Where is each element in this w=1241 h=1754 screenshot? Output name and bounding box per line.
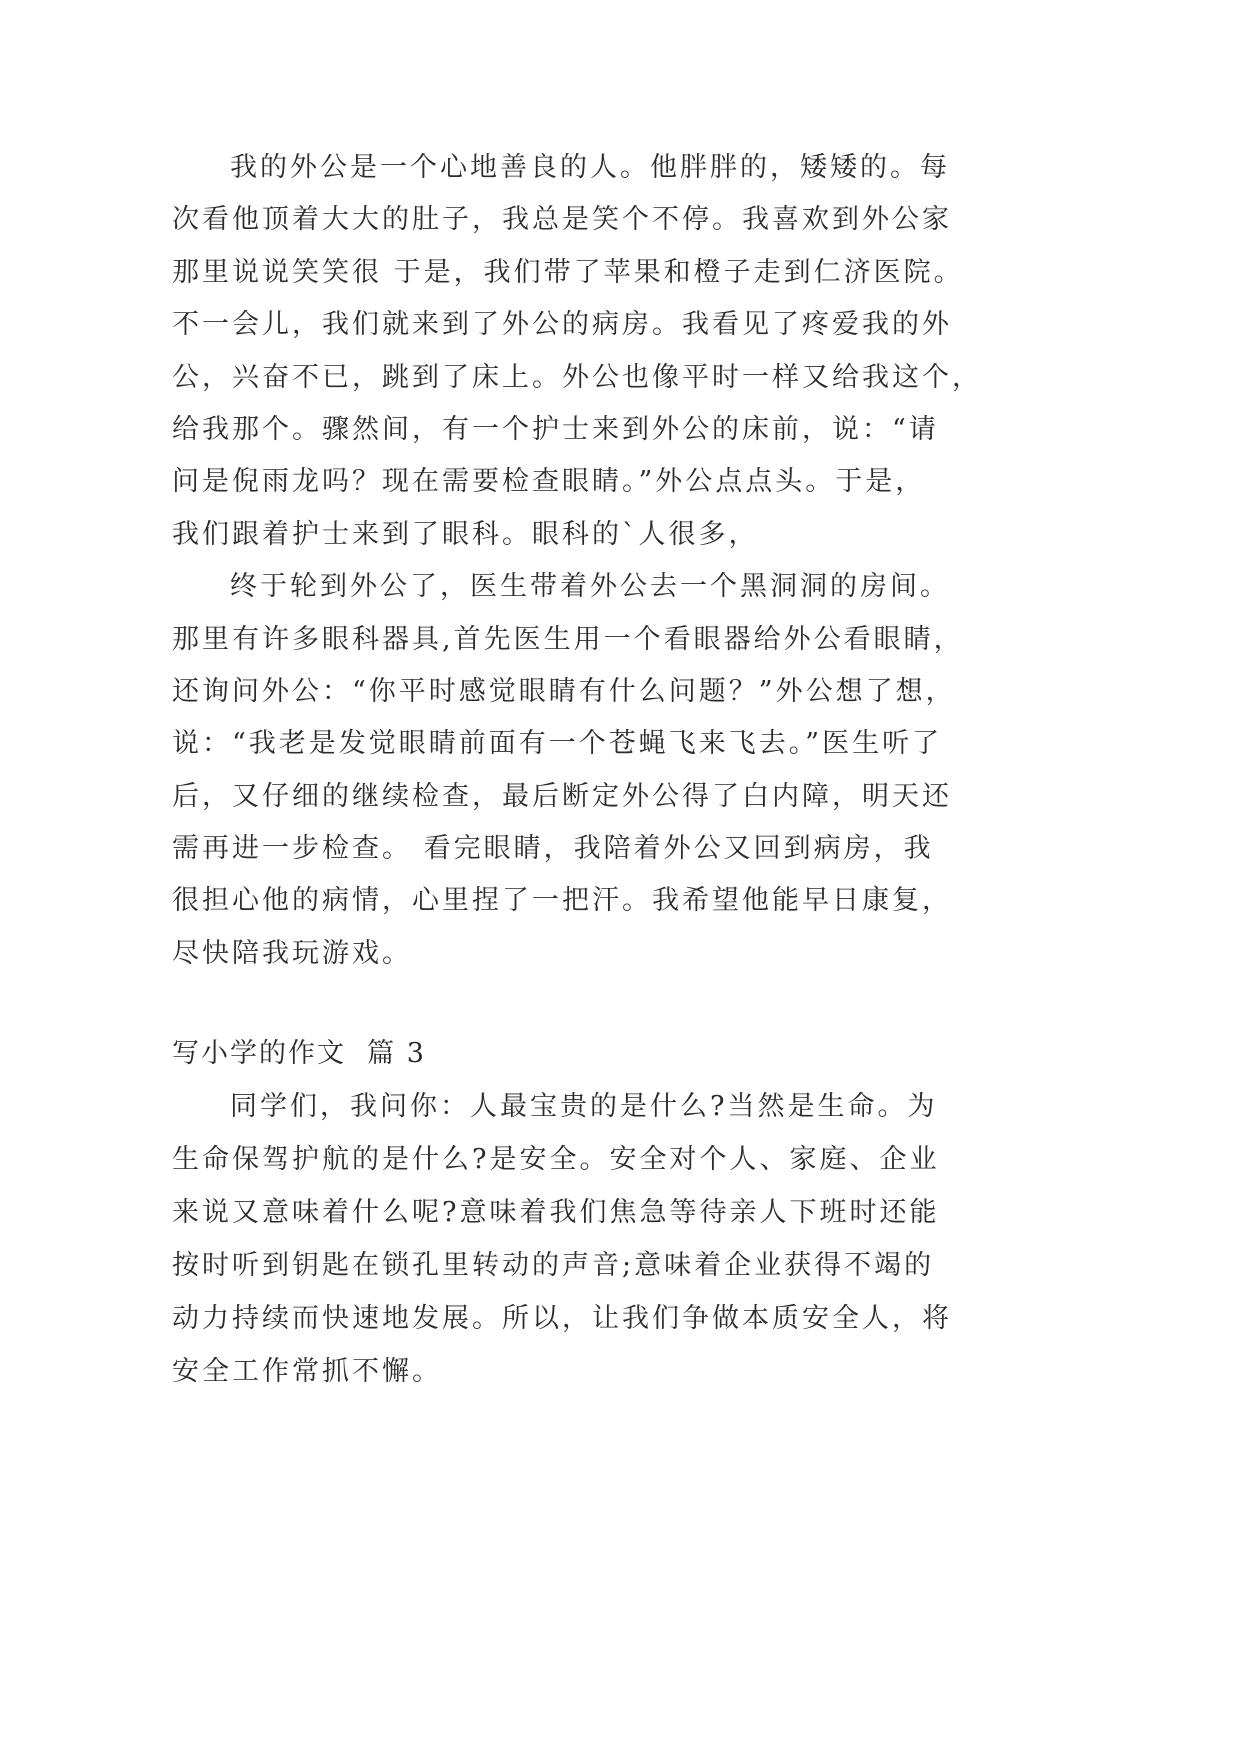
text-line: 同学们，我问你：人最宝贵的是什么?当然是生命。为 bbox=[230, 1091, 938, 1122]
paragraph-3 bbox=[172, 1080, 1012, 1398]
text-line: 我的外公是一个心地善良的人。他胖胖的，矮矮的。每 bbox=[230, 152, 950, 183]
text-line: 终于轮到外公了，医生带着外公去一个黑洞洞的房间。 bbox=[230, 571, 950, 603]
text-line: 我们跟着护士来到了眼科。眼科的`人很多， bbox=[172, 518, 759, 550]
text-line: 那里有许多眼科器具,首先医生用一个看眼器给外公看眼睛， bbox=[172, 623, 964, 655]
story-section bbox=[172, 142, 1012, 980]
text-line: 给我那个。骤然间，有一个护士来到外公的床前，说：“请 bbox=[172, 413, 939, 445]
text-line: 很担心他的病情，心里捏了一把汗。我希望他能早日康复， bbox=[172, 885, 952, 917]
text-line: 尽快陪我玩游戏。 bbox=[172, 937, 412, 969]
text-line: 说：“我老是发觉眼睛前面有一个苍蝇飞来飞去。”医生听了 bbox=[172, 728, 943, 760]
text-line: 那里说说笑笑很 于是，我们带了苹果和橙子走到仁济医院。 bbox=[172, 256, 964, 288]
text-line: 按时听到钥匙在锁孔里转动的声音;意味着企业获得不竭的 bbox=[172, 1250, 935, 1281]
text-line: 次看他顶着大大的肚子，我总是笑个不停。我喜欢到外公家 bbox=[172, 204, 952, 236]
text-line: 需再进一步检查。 看完眼睛，我陪着外公又回到病房，我 bbox=[172, 833, 934, 865]
text-line: 不一会儿，我们就来到了外公的病房。我看见了疼爱我的外 bbox=[172, 309, 952, 341]
essay-3-section bbox=[172, 1027, 1012, 1398]
text-line: 生命保驾护航的是什么?是安全。安全对个人、家庭、企业 bbox=[172, 1144, 940, 1175]
paragraph-2 bbox=[172, 561, 1012, 980]
text-line: 动力持续而快速地发展。所以，让我们争做本质安全人，将 bbox=[172, 1303, 952, 1334]
paragraph-1 bbox=[172, 142, 1012, 561]
text-line: 还询问外公：“你平时感觉眼睛有什么问题？”外公想了想， bbox=[172, 675, 956, 707]
text-line: 安全工作常抓不懈。 bbox=[172, 1356, 442, 1387]
text-line: 问是倪雨龙吗？现在需要检查眼睛。”外公点点头。于是， bbox=[172, 466, 926, 498]
text-line: 公，兴奋不已，跳到了床上。外公也像平时一样又给我这个， bbox=[172, 361, 982, 393]
text-line: 来说又意味着什么呢?意味着我们焦急等待亲人下班时还能 bbox=[172, 1197, 940, 1228]
text-line: 后，又仔细的继续检查，最后断定外公得了白内障，明天还 bbox=[172, 780, 952, 812]
section-heading: 写小学的作文 篇 3 bbox=[172, 1038, 426, 1069]
